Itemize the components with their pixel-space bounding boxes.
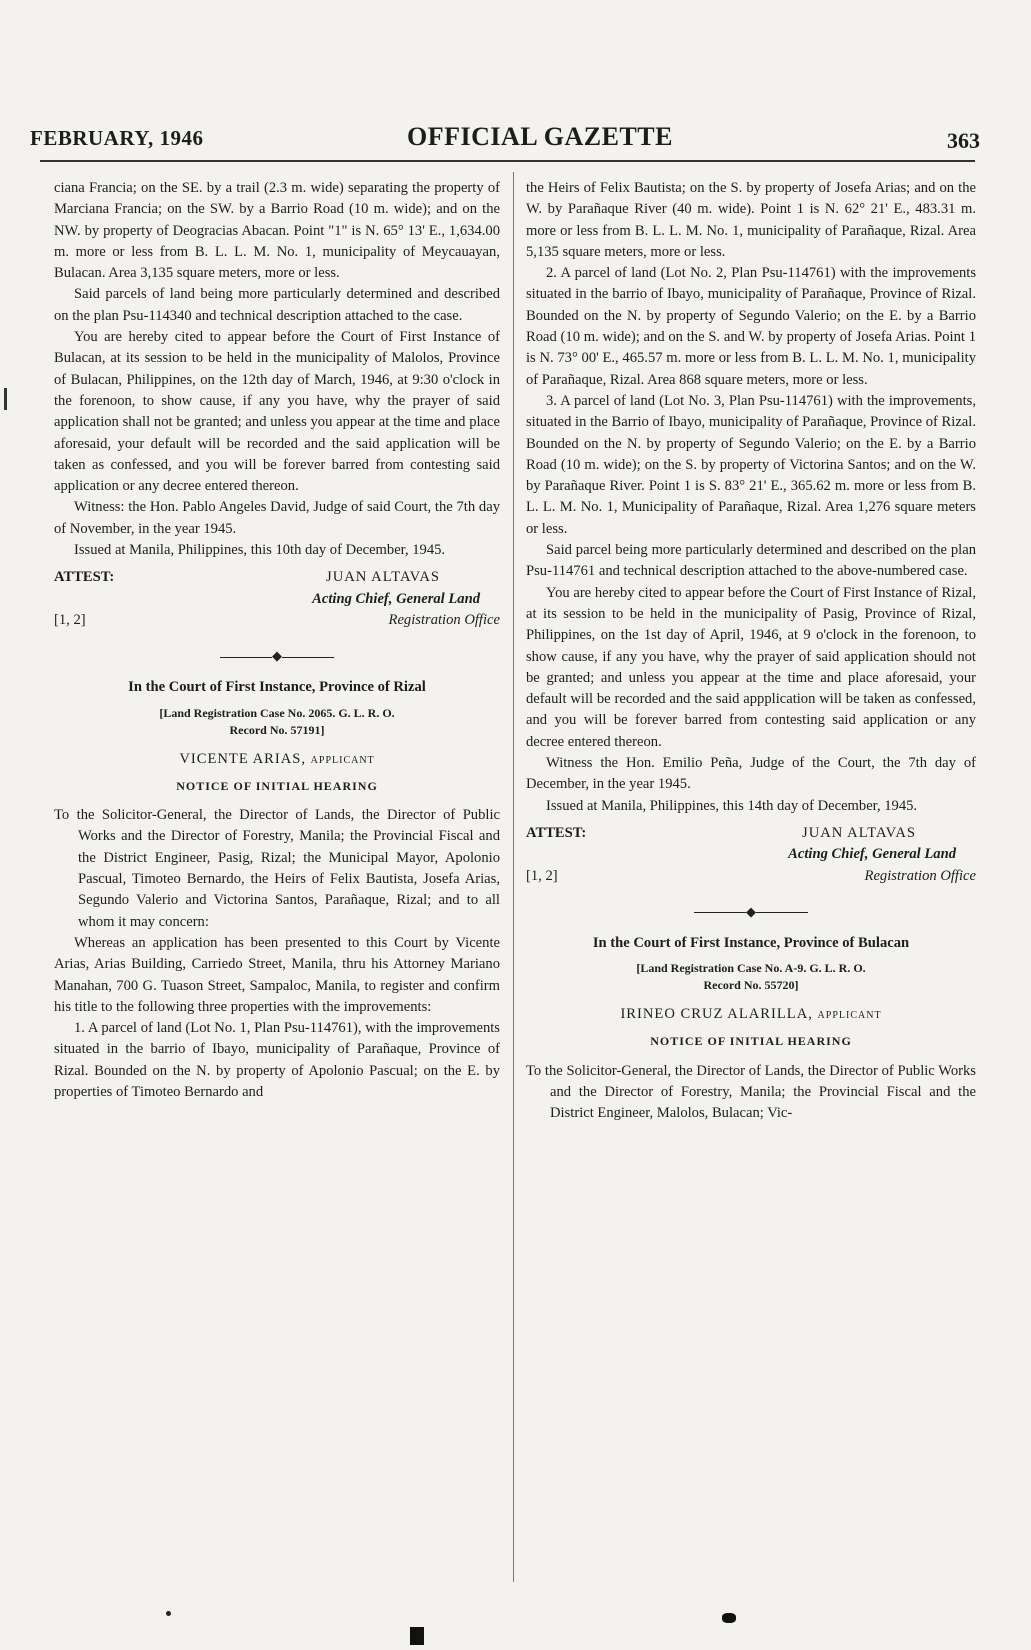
column-divider	[513, 172, 514, 1582]
addressee-paragraph: To the Solicitor-General, the Director of Lands, the Director of Public Works and the Director of Forestry, Manila; the Provincial Fiscal and the District Engineer, Malolos, Bulacan; Vic-	[526, 1062, 976, 1122]
reference-number: [1, 2]	[54, 611, 86, 628]
right-column	[526, 178, 976, 1125]
paragraph: Said parcel being more particularly determined and described on the plan Psu-114761 and technical description attached to the above-numbered case.	[526, 542, 976, 580]
attest-office: Registration Office	[388, 611, 500, 628]
reference-number: [1, 2]	[526, 867, 558, 884]
paragraph: 3. A parcel of land (Lot No. 3, Plan Psu-114761) with the improvements, situated in the Barrio of Ibayo, municipality of Parañaque, Province of Rizal. Bounded on the N. by property of Segundo Valerio; on the E. by a Barrio Road (10 m. wide); on the S. by property of Victorina Santos; and on the W. by Parañaque River. Point 1 is S. 83° 21' E., 365.62 m. more or less from B. L. L. M. No. 1, Municipality of Parañaque, Rizal. Area 1,276 square meters or less.	[526, 392, 976, 537]
publication-title: OFFICIAL GAZETTE	[407, 122, 673, 151]
page-header	[30, 122, 980, 158]
paragraph: ciana Francia; on the SE. by a trail (2.3 m. wide) separating the property of Marciana Francia; on the SW. by a Barrio Road (10 m. wide); and on the NW. by property of Deogracias Abacan. Point "1" is N. 65° 13' E., 1,634.00 m. more or less from B. L. L. M. No. 1, municipality of Meycauayan, Bulacan. Area 3,135 square meters, more or less.	[54, 180, 500, 282]
court-heading: In the Court of First Instance, Province of Bulacan	[592, 934, 910, 951]
issue-date: FEBRUARY, 1946	[30, 126, 204, 150]
paragraph: Said parcels of land being more particularly determined and described on the plan Psu-114340 and technical description attached to the case.	[54, 286, 500, 324]
paragraph: Issued at Manila, Philippines, this 10th day of December, 1945.	[74, 542, 446, 559]
case-line: Record No. 55720]	[703, 978, 799, 993]
attest-block	[54, 567, 500, 588]
paragraph: You are hereby cited to appear before the Court of First Instance of Rizal, at its session to be held in the municipality of Pasig, Province of Rizal, Philippines, on the 1st day of April, 1946, at 9 o'clock in the forenoon, to show cause, if any you have, why the prayer of said application should not be granted; and unless you appear at the time and place aforesaid, your default will be recorded and the said appplication will be taken as confessed, and you will be forever barred from contesting said application or any decree entered thereon.	[526, 584, 976, 750]
print-speck	[722, 1613, 736, 1623]
margin-mark	[4, 388, 7, 410]
page-footer-marks	[0, 1595, 1031, 1645]
attest-title: Acting Chief, General Land	[788, 846, 956, 863]
attest-label: ATTEST:	[526, 824, 587, 841]
paragraph: 2. A parcel of land (Lot No. 2, Plan Psu-114761) with the improvements situated in the barrio of Ibayo, municipality of Parañaque, Province of Rizal. Bounded on the N. by property of Segundo Valerio; on the E. by a Barrio Road (10 m. wide); and on the S. and W. by property of Josefa Arias. Point 1 is N. 73° 00' E., 465.57 m. more or less from B. L. L. M. No. 1, municipality of Parañaque, Rizal. Area 868 square meters, more or less.	[526, 265, 976, 388]
attest-name: JUAN ALTAVAS	[326, 569, 440, 586]
paragraph: 1. A parcel of land (Lot No. 1, Plan Psu-114761), with the improvements situated in the barrio of Ibayo, municipality of Parañaque, Province of Rizal. Bounded on the N. by property of Apolonio Pascual; on the E. by properties of Timoteo Bernardo and	[54, 1020, 500, 1100]
case-line: Record No. 57191]	[229, 722, 325, 737]
addressee-paragraph: To the Solicitor-General, the Director of Lands, the Director of Public Works and the Director of Forestry, Manila; the Provincial Fiscal and the District Engineer, Pasig, Rizal; the Municipal Mayor, Apolonio Pascual, Timoteo Bernardo, the Heirs of Felix Bautista, Josefa Arias, Segundo Valerio and Victorina Santos, Parañaque, Rizal; and to all whom it may concern:	[54, 807, 500, 930]
attest-office: Registration Office	[864, 867, 976, 884]
attest-footer	[54, 610, 500, 631]
court-heading: In the Court of First Instance, Province of Rizal	[128, 679, 426, 696]
case-line: [Land Registration Case No. A-9. G. L. R. O.	[636, 961, 866, 976]
paragraph: Witness: the Hon. Pablo Angeles David, Judge of said Court, the 7th day of November, in the year 1945.	[54, 499, 500, 537]
paragraph: Witness the Hon. Emilio Peña, Judge of the Court, the 7th day of December, in the year 1945.	[526, 755, 976, 793]
attest-name: JUAN ALTAVAS	[802, 824, 916, 841]
section-separator: ◆	[54, 649, 500, 663]
notice-heading: NOTICE OF INITIAL HEARING	[176, 778, 378, 793]
applicant-name: IRINEO CRUZ ALARILLA, applicant	[620, 1006, 882, 1023]
applicant-name: VICENTE ARIAS, applicant	[179, 750, 375, 767]
paragraph: Issued at Manila, Philippines, this 14th day of December, 1945.	[546, 797, 918, 814]
paragraph: the Heirs of Felix Bautista; on the S. by property of Josefa Arias; and on the W. by Parañaque River (40 m. wide). Point 1 is N. 62° 21' E., 483.31 m. more or less from B. L. L. M. No. 1, municipality of Parañaque, Rizal. Area 5,135 square meters, more or less.	[526, 180, 976, 260]
left-column	[54, 178, 500, 1103]
attest-block	[526, 823, 976, 844]
case-reference	[54, 705, 500, 739]
print-speck	[166, 1611, 171, 1616]
paragraph: Whereas an application has been presented to this Court by Vicente Arias, Arias Building, Carriedo Street, Manila, thru his Attorney Mariano Manahan, 700 G. Tuason Street, Sampaloc, Manila, to register and confirm his title to the following three properties with the improvements:	[54, 934, 500, 1015]
print-speck	[410, 1627, 424, 1645]
section-separator: ◆	[526, 905, 976, 919]
header-rule	[40, 160, 975, 162]
attest-label: ATTEST:	[54, 569, 115, 586]
page-number: 363	[947, 128, 980, 153]
attest-footer	[526, 866, 976, 887]
paragraph: You are hereby cited to appear before the Court of First Instance of Bulacan, at its session to be held in the municipality of Malolos, Province of Bulacan, Philippines, on the 12th day of March, 1946, at 9:30 o'clock in the forenoon, to show cause, if any you have, why the prayer of said application shall not be granted; and unless you appear at the time and place aforesaid, your default will be recorded and the said application will be taken as confessed, and you will be forever barred from contesting said application or any decree entered thereon.	[54, 329, 500, 495]
case-reference	[526, 960, 976, 994]
case-line: [Land Registration Case No. 2065. G. L. R. O.	[159, 705, 395, 720]
attest-title: Acting Chief, General Land	[312, 590, 480, 607]
notice-heading: NOTICE OF INITIAL HEARING	[650, 1034, 852, 1049]
